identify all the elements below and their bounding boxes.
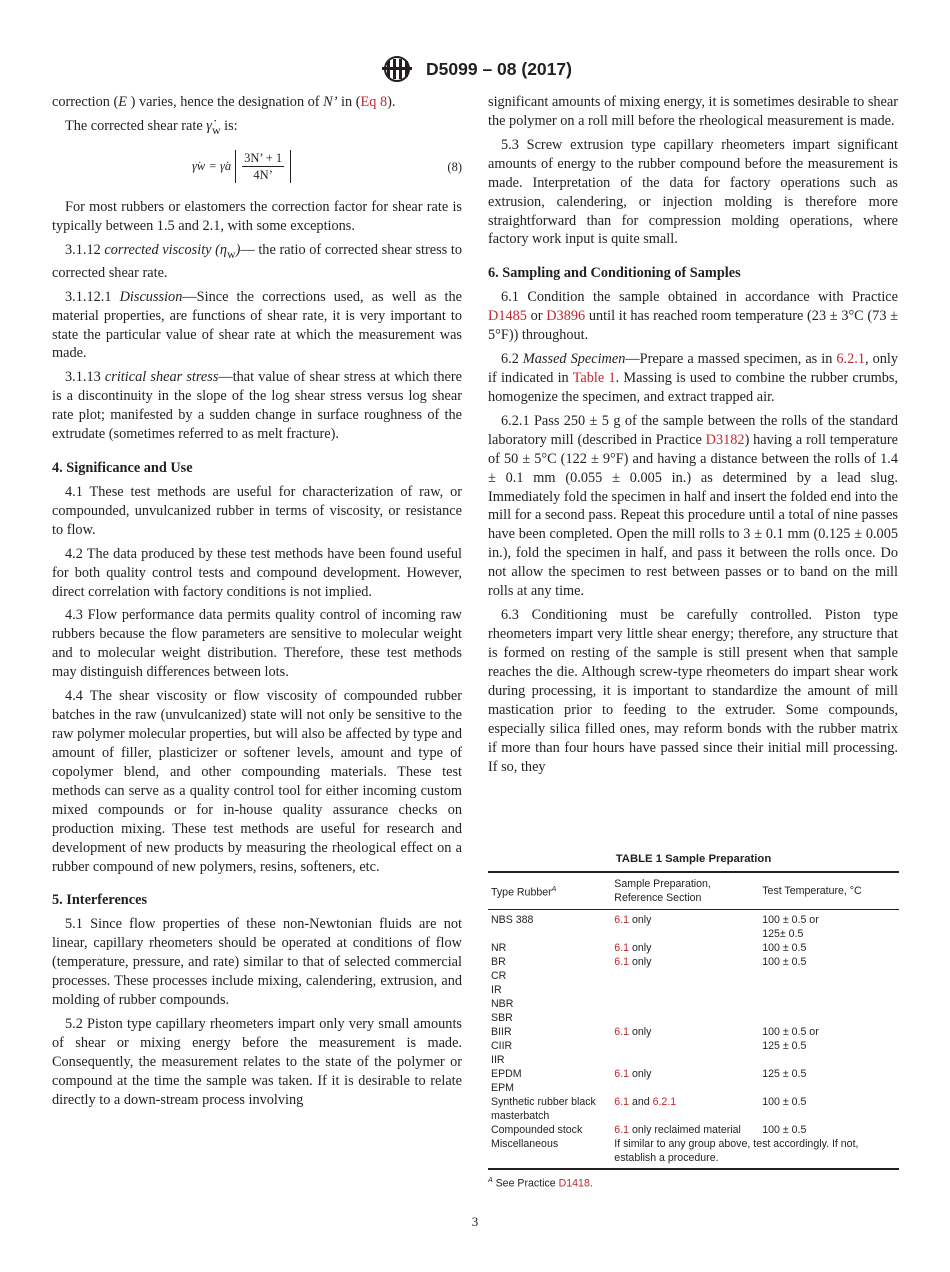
text-run: A: [488, 1177, 493, 1184]
text-run: is:: [220, 117, 238, 134]
cross-reference-link[interactable]: 6.1: [614, 914, 630, 926]
text-run: Discussion: [119, 288, 183, 305]
text-run: 3.1.12: [65, 242, 105, 259]
text-run: 3.1.12.1: [65, 288, 120, 305]
text-run: 6.3 Conditioning must be carefully controlled. Piston type rheometers impart very little shear energy; therefore, any structure that is formed on resting of the sample is still present when that sample reaches the die. Although screw-type rheometers do impart shear work during processing, it is important to standardize the amount of mill mastication prior to feeding to the extruder. Some compounds, especially silica filled ones, may reform bonds with the rubber matrix if more than four hours have passed since their initial mill processing. If so, they: [488, 607, 898, 775]
cell-test-temperature: 100 ± 0.5 or 125± 0.5: [762, 914, 819, 940]
text-run: critical shear stress: [104, 369, 219, 386]
column-header: Test Temperature, °C: [759, 872, 899, 910]
column-header-label: Type Rubber: [491, 886, 552, 899]
table-title: TABLE 1 Sample Preparation: [615, 853, 772, 865]
cell-type-rubber: BR CR IR NBR SBR: [491, 956, 514, 1024]
text-run: ) varies, hence the designation of: [127, 94, 324, 110]
paragraph: [52, 368, 462, 444]
cell-type-rubber: EPDM EPM: [491, 1068, 522, 1094]
cell-test-temperature: 100 ± 0.5 or 125 ± 0.5: [762, 1026, 819, 1052]
text-run: —Since the corrections used, as well as the material properties, are functions of shear rate, it is very important to state the particular value of shear rate at which the measurement was made.: [52, 288, 462, 362]
right-column: [488, 93, 898, 781]
cell-test-temperature: 125 ± 0.5: [762, 1068, 807, 1080]
cell-test-temperature: 100 ± 0.5: [762, 956, 807, 968]
text-run: E: [118, 94, 128, 110]
text-run: For most rubbers or elastomers the correction factor for shear rate is typically between 1.5 and 2.1, with some exceptions.: [52, 199, 462, 235]
cell-sample-preparation: [611, 1095, 759, 1123]
table-row: [488, 955, 899, 1025]
cell-type-rubber: NR: [491, 942, 507, 954]
equation-number: (8): [447, 160, 462, 175]
section-heading: 6. Sampling and Conditioning of Samples: [488, 265, 741, 282]
cross-reference-link[interactable]: 6.1: [614, 1026, 630, 1038]
text-run: 5.3 Screw extrusion type capillary rheometers impart significant amounts of energy to the rubber compound before the measurement is made. Interpretation of the data for factory operations such as extrusion, calendering, or injection molding is therefore more straightforward than for compression molding operations, where factory work input is quite small.: [488, 136, 898, 248]
cell-sample-preparation: [611, 910, 759, 942]
table-row: [488, 1137, 899, 1169]
text-run: and: [629, 1096, 653, 1108]
equation-8: [52, 144, 462, 190]
text-run: correction (: [52, 94, 119, 110]
cell-type-rubber: Synthetic rubber black masterbatch: [491, 1096, 596, 1122]
text-run: 4.1 These test methods are useful for characterization of raw, or compounded, unvulcanized rubber in terms of viscosity, or resistance to flow.: [52, 484, 462, 538]
cell-type-rubber: BIIR CIIR IIR: [491, 1026, 513, 1066]
cross-reference-link[interactable]: D1418: [558, 1177, 590, 1190]
text-run: only: [629, 1068, 652, 1080]
cell-type-rubber: Compounded stock: [491, 1124, 583, 1136]
cross-reference-link[interactable]: 6.1: [614, 1068, 630, 1080]
table-row: [488, 1067, 899, 1095]
cell-test-temperature: 100 ± 0.5: [762, 1124, 807, 1136]
cross-reference-link[interactable]: 6.1: [614, 942, 630, 954]
paragraph: [488, 288, 898, 345]
table-row: [488, 941, 899, 955]
cell-sample-preparation: [611, 1025, 759, 1067]
equation-lhs: γ̇w = γ̇a: [192, 159, 232, 174]
text-run: If similar to any group above, test accordingly. If not, establish a procedure.: [614, 1138, 859, 1164]
text-run: 5.2 Piston type capillary rheometers impart only very small amounts of shear or mixing energy before the measurement is made. Consequently, the measurement relates to the state of the polymer or compound at the time the sample was taken. If it is desirable to relate directly to a down-stream process involving: [52, 1015, 462, 1108]
page-number: 3: [471, 1214, 479, 1229]
cross-reference-link[interactable]: 6.1: [614, 956, 630, 968]
section-heading: 4. Significance and Use: [52, 460, 193, 477]
cross-reference-link[interactable]: Eq 8: [360, 94, 388, 110]
cell-test-temperature: 100 ± 0.5: [762, 1096, 807, 1108]
footnote-mark: A: [551, 885, 557, 893]
text-run: w: [211, 122, 221, 137]
cross-reference-link[interactable]: Table 1: [572, 369, 616, 386]
text-run: 4.4 The shear viscosity or flow viscosity of compounded rubber batches in the raw (unvulcanized) state will not only be sensitive to the raw polymer molecular properties, but will also be affected by type and amount of filler, plasticizer or softener levels, amount and type of copolymer blend, and other compounding materials. These test methods can serve as a quality control tool for either incoming custom mixed compounds or for in-house quality assurance checks on production mixing. These test methods are useful for research and development of new products by measuring the rheological effect on a rubber compound of new polymers, resins, softeners, etc.: [52, 687, 462, 875]
left-column: [52, 93, 462, 1115]
equation-denominator: 4N’: [253, 168, 273, 183]
cell-sample-preparation: [611, 1137, 899, 1169]
text-run: or: [526, 308, 547, 325]
table-row: [488, 910, 899, 942]
paragraph: [52, 545, 462, 602]
paragraph: [52, 606, 462, 682]
text-run: until it has reached room temperature (23 ± 3°C (73 ± 5°F)) throughout.: [488, 308, 898, 344]
paragraph: [488, 93, 898, 131]
cross-reference-link[interactable]: D3182: [705, 431, 745, 448]
cell-sample-preparation: [611, 1067, 759, 1095]
text-run: only: [629, 956, 652, 968]
text-run: only: [629, 914, 652, 926]
table-footnote: [488, 1174, 899, 1191]
text-run: . Massing is used to combine the rubber crumbs, homogenize the specimen, and extract trapped air.: [488, 369, 899, 405]
paragraph: [488, 136, 898, 250]
paragraph: [52, 483, 462, 540]
cross-reference-link[interactable]: 6.2.1: [836, 351, 865, 368]
astm-logo-icon: [378, 55, 416, 83]
text-run: 6.1 Condition the sample obtained in accordance with Practice: [501, 289, 898, 306]
text-run: 6.2.1 Pass 250 ± 5 g of the sample between the rolls of the standard laboratory mill (described in Practice: [488, 412, 898, 448]
text-run: ).: [387, 94, 396, 110]
paragraph: [52, 687, 462, 877]
paragraph: [52, 288, 462, 364]
text-run: 4.2 The data produced by these test methods have been found useful for both quality control tests and compound development. However, direct correlation with factory conditions is not implied.: [52, 545, 462, 600]
equation-fraction: [235, 150, 291, 183]
cross-reference-link[interactable]: 6.2.1: [652, 1096, 677, 1108]
cell-sample-preparation: [611, 1123, 759, 1137]
page-header: [0, 55, 950, 83]
document-designation: D5099 – 08 (2017): [426, 58, 572, 79]
paragraph: [52, 915, 462, 1010]
text-run: corrected viscosity (η: [104, 242, 228, 259]
text-run: Massed Specimen: [522, 351, 626, 368]
text-run: only: [629, 942, 652, 954]
paragraph: [52, 93, 462, 112]
cell-type-rubber: Miscellaneous: [491, 1138, 559, 1150]
column-header: Sample Preparation, Reference Section: [611, 872, 759, 910]
cell-test-temperature: 100 ± 0.5: [762, 942, 807, 954]
paragraph: [52, 241, 462, 283]
text-run: 6.2: [501, 351, 523, 368]
text-run: ): [235, 242, 241, 259]
text-run: 5.1 Since flow properties of these non-Newtonian fluids are not linear, capillary rheometers should be operated at conditions of flow (temperature, pressure, and rate) similar to that of selected commercial processes. These processes include mixing, calendering, extrusion, and molding of rubber compounds.: [52, 916, 462, 1009]
text-run: The corrected shear rate: [65, 117, 207, 134]
text-run: , only if indicated in: [488, 351, 898, 386]
table-row: [488, 1095, 899, 1123]
cell-sample-preparation: [611, 955, 759, 1025]
cross-reference-link[interactable]: 6.1: [614, 1124, 630, 1136]
column-header: [488, 872, 611, 910]
text-run: w: [227, 246, 236, 261]
text-run: See Practice: [492, 1177, 559, 1190]
paragraph: [52, 117, 462, 140]
paragraph: [52, 1015, 462, 1110]
table-row: [488, 1025, 899, 1067]
equation-numerator: 3N’ + 1: [244, 151, 283, 166]
text-run: —that value of shear stress at which there is a discontinuity in the slope of the log shear stress versus log shear rate plot; manifested by a sudden change in surface roughness of the extrudate (sometimes referred to as melt fracture).: [52, 369, 462, 443]
cell-sample-preparation: [611, 941, 759, 955]
text-run: ) having a roll temperature of 50 ± 5°C (122 ± 9°F) and having a distance between the rolls of 1.4 ± 0.1 mm (0.055 ± 0.005 in.) as determined by a lead slug. Immediately fold the specimen in half and insert the folded end into the mill for a second pass. Repeat this procedure until a total of nine passes have been completed. Open the mill rolls to 3 ± 0.1 mm (0.125 ± 0.005 in.), fold the specimen in half, and pass it between the rolls once. Do not allow the specimen to rest between passes or to band on the mill rolls at any time.: [488, 431, 899, 600]
text-run: — the ratio of corrected shear stress to corrected shear rate.: [52, 242, 462, 281]
text-run: γ̇: [206, 117, 212, 134]
paragraph: [488, 350, 898, 407]
text-run: only: [629, 1026, 652, 1038]
sample-preparation-table: [488, 852, 899, 1191]
table-row: [488, 1123, 899, 1137]
paragraph: [488, 606, 898, 777]
section-heading: 5. Interferences: [52, 892, 148, 909]
cell-type-rubber: NBS 388: [491, 914, 534, 926]
cross-reference-link[interactable]: D1485: [488, 308, 527, 325]
text-run: .: [589, 1177, 593, 1190]
text-run: 4.3 Flow performance data permits quality control of incoming raw rubbers because the flow parameters are sensitive to molecular weight and to molecular weight distribution. Therefore, these test methods may distinguish differences between lots.: [52, 607, 462, 681]
text-run: 3.1.13: [65, 369, 105, 386]
paragraph: [52, 198, 462, 236]
cross-reference-link[interactable]: 6.1: [614, 1096, 630, 1108]
cross-reference-link[interactable]: D3896: [546, 308, 586, 325]
text-run: N’: [323, 94, 338, 110]
text-run: significant amounts of mixing energy, it is sometimes desirable to shear the polymer on a roll mill before the rheological measurement is made.: [488, 94, 898, 129]
text-run: in (: [337, 94, 361, 110]
text-run: —Prepare a massed specimen, as in: [625, 351, 837, 368]
text-run: only reclaimed material: [629, 1124, 741, 1136]
paragraph: [488, 412, 898, 602]
